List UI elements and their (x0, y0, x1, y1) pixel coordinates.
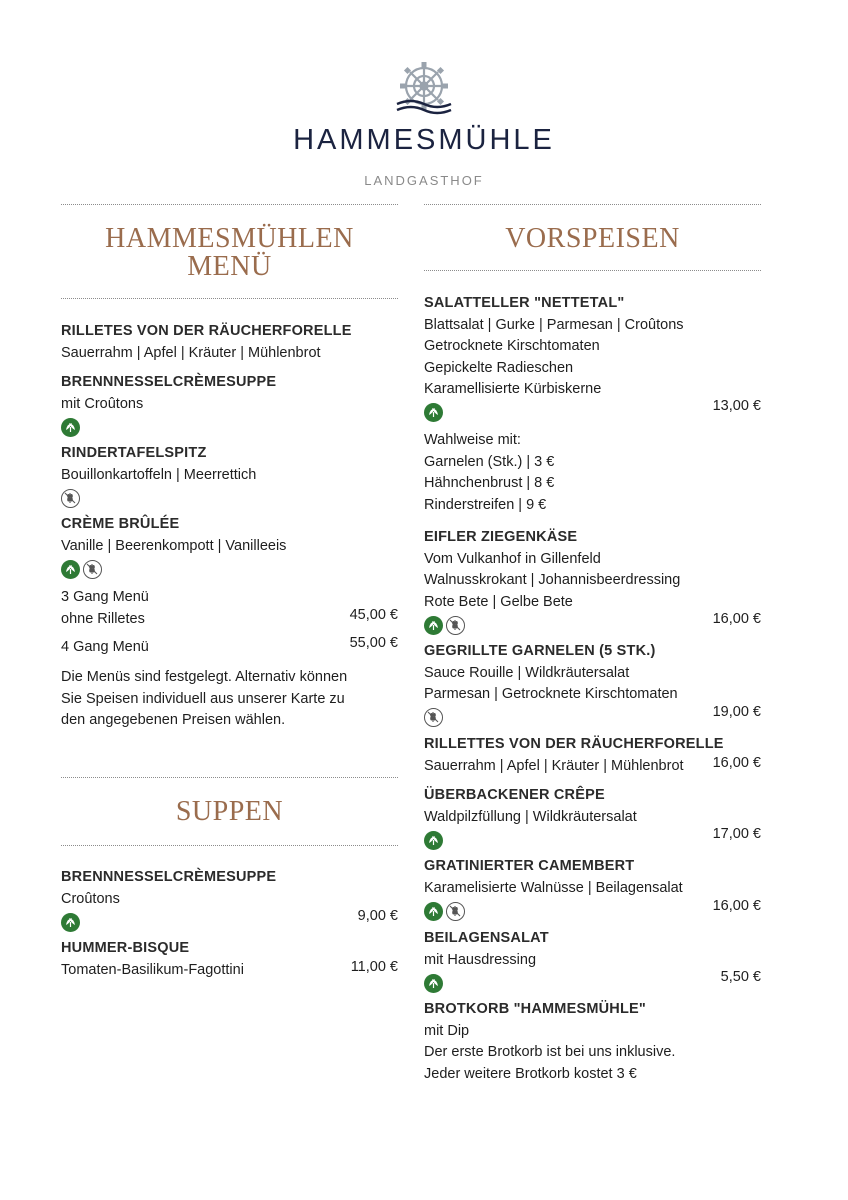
item-desc: Croûtons (61, 890, 120, 907)
vegetarian-leaf-icon (424, 616, 443, 635)
wahlweise-line: Hähnchenbrust | 8 € (424, 475, 555, 491)
gang4-price: 55,00 € (349, 635, 398, 651)
gang3-price: 45,00 € (349, 607, 398, 623)
menu-heading-line1: HAMMESMÜHLEN (105, 223, 354, 254)
wahlweise-line: Rinderstreifen | 9 € (424, 496, 547, 513)
gluten-free-icon (424, 708, 443, 727)
item-line: Jeder weitere Brotkorb kostet 3 € (424, 1065, 637, 1082)
divider (424, 270, 761, 271)
gluten-free-icon (446, 902, 465, 921)
item-line: Gepickelte Radieschen (424, 359, 574, 376)
divider (424, 204, 761, 205)
item-line: Sauerrahm | Apfel | Kräuter | Mühlenbrot (424, 757, 684, 774)
vegetarian-leaf-icon (61, 418, 80, 437)
divider (61, 777, 398, 778)
diet-icons (424, 972, 761, 994)
item-name: RINDERTAFELSPITZ (61, 445, 207, 461)
garnelen-item (424, 641, 761, 729)
salatteller-item (424, 293, 761, 424)
note-line: den angegebenen Preisen wählen. (61, 712, 286, 728)
camembert-item (424, 856, 761, 922)
vegetarian-leaf-icon (424, 902, 443, 921)
beilagensalat-item (424, 928, 761, 994)
wahlweise-line: Garnelen (Stk.) | 3 € (424, 453, 555, 470)
diet-icons (61, 487, 398, 509)
divider (61, 298, 398, 299)
item-price: 16,00 € (712, 898, 761, 914)
item-name: BRENNNESSELCRÈMESUPPE (61, 869, 277, 885)
ziegenkaese-item (424, 527, 761, 636)
item-line: Der erste Brotkorb ist bei uns inklusive. (424, 1044, 676, 1060)
item-name: HUMMER-BISQUE (61, 940, 190, 956)
item-price: 13,00 € (712, 398, 761, 414)
item-line: mit Dip (424, 1022, 470, 1039)
diet-icons (61, 416, 398, 438)
diet-icons (61, 911, 398, 933)
vegetarian-leaf-icon (424, 831, 443, 850)
diet-icons (424, 614, 761, 636)
wahlweise-options (424, 430, 761, 516)
item-name: ÜBERBACKENER CRÊPE (424, 787, 605, 803)
crepe-item (424, 785, 761, 851)
note-line: Sie Speisen individuell aus unserer Karte zu (61, 690, 345, 707)
item-desc: mit Croûtons (61, 395, 144, 412)
menu-item (61, 514, 398, 580)
menu-item (61, 372, 398, 438)
diet-icons (424, 829, 761, 851)
item-name: GEGRILLTE GARNELEN (5 STK.) (424, 643, 656, 659)
brotkorb-item (424, 999, 761, 1085)
item-line: Rote Bete | Gelbe Bete (424, 593, 573, 610)
gluten-free-icon (83, 560, 102, 579)
item-desc: Sauerrahm | Apfel | Kräuter | Mühlenbrot (61, 344, 321, 361)
vegetarian-leaf-icon (424, 403, 443, 422)
menu-3-gang (61, 587, 398, 630)
diet-icons (424, 707, 761, 729)
item-desc: Tomaten-Basilikum-Fagottini (61, 961, 244, 978)
note-line: Die Menüs sind festgelegt. Alternativ können (61, 669, 348, 685)
item-line: Karamellisierte Kürbiskerne (424, 381, 602, 397)
item-line: Walnusskrokant | Johannisbeerdressing (424, 572, 681, 588)
menu-item (61, 443, 398, 509)
suppe-item (61, 867, 398, 933)
item-desc: Bouillonkartoffeln | Meerrettich (61, 466, 257, 483)
item-name: BROTKORB "HAMMESMÜHLE" (424, 1001, 646, 1017)
item-line: Blattsalat | Gurke | Parmesan | Croûtons (424, 316, 684, 333)
menu-note (61, 667, 398, 732)
item-line: Parmesan | Getrocknete Kirschtomaten (424, 686, 678, 702)
wahlweise-line: Wahlweise mit: (424, 432, 521, 448)
menu-4-gang (61, 637, 398, 659)
item-name: RILLETTES VON DER RÄUCHERFORELLE (424, 736, 724, 752)
diet-icons (61, 558, 398, 580)
diet-icons (424, 900, 761, 922)
vegetarian-leaf-icon (61, 913, 80, 932)
divider (61, 845, 398, 846)
rillettes-item (424, 734, 761, 777)
item-price: 16,00 € (712, 755, 761, 771)
gang3-label: 3 Gang Menü (61, 589, 149, 605)
brand-name: HAMMESMÜHLE (293, 124, 555, 156)
suppen-heading: SUPPEN (175, 796, 284, 827)
item-name: GRATINIERTER CAMEMBERT (424, 858, 635, 874)
item-price: 19,00 € (712, 704, 761, 720)
suppe-item (61, 938, 398, 981)
gluten-free-icon (446, 616, 465, 635)
gang4-label: 4 Gang Menü (61, 639, 149, 655)
item-name: SALATTELLER "NETTETAL" (424, 295, 625, 311)
item-name: CRÈME BRÛLÉE (61, 516, 180, 532)
menu-item (61, 321, 398, 364)
item-name: EIFLER ZIEGENKÄSE (424, 529, 578, 545)
menu-heading-line2: MENÜ (187, 251, 272, 282)
item-desc: Vanille | Beerenkompott | Vanilleeis (61, 537, 287, 554)
item-price: 11,00 € (350, 959, 398, 975)
item-line: Karamelisierte Walnüsse | Beilagensalat (424, 879, 683, 896)
mill-wheel-logo-icon (393, 60, 455, 116)
item-price: 5,50 € (720, 969, 761, 985)
menu-heading (61, 225, 398, 281)
diet-icons (424, 402, 761, 424)
item-line: mit Hausdressing (424, 951, 537, 968)
divider (61, 204, 398, 205)
item-name: RILLETES VON DER RÄUCHERFORELLE (61, 323, 352, 339)
item-price: 17,00 € (712, 826, 761, 842)
vorspeisen-heading: VORSPEISEN (505, 223, 680, 254)
item-price: 16,00 € (712, 611, 761, 627)
vegetarian-leaf-icon (61, 560, 80, 579)
item-line: Vom Vulkanhof in Gillenfeld (424, 550, 601, 567)
item-name: BEILAGENSALAT (424, 930, 549, 946)
logo-block (0, 60, 848, 188)
item-line: Waldpilzfüllung | Wildkräutersalat (424, 808, 637, 825)
gang3-sub: ohne Rilletes (61, 610, 145, 627)
item-price: 9,00 € (357, 908, 398, 924)
item-name: BRENNNESSELCRÈMESUPPE (61, 374, 277, 390)
vegetarian-leaf-icon (424, 974, 443, 993)
gluten-free-icon (61, 489, 80, 508)
item-line: Getrocknete Kirschtomaten (424, 338, 600, 354)
brand-subtitle: LANDGASTHOF (364, 173, 484, 188)
item-line: Sauce Rouille | Wildkräutersalat (424, 664, 630, 681)
